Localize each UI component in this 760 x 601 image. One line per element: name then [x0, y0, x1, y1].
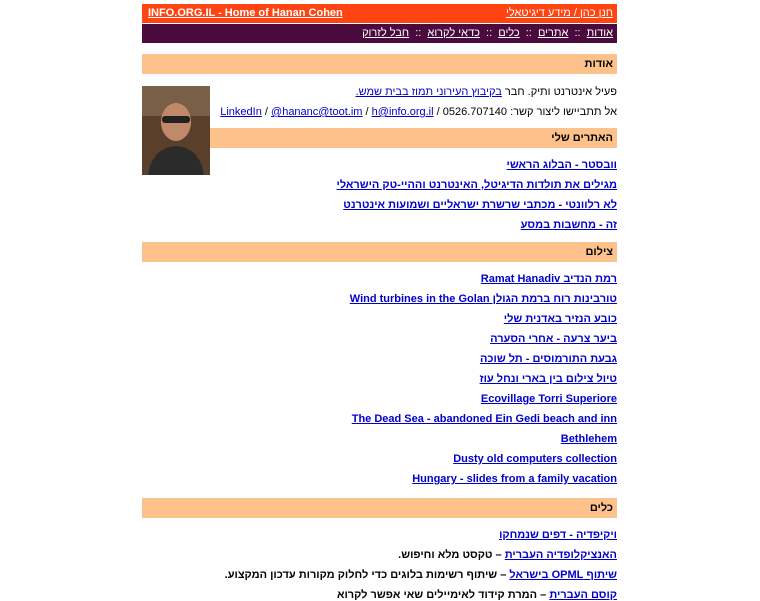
contact-prefix: אל תתביישו ליצור קשר: — [510, 106, 617, 118]
photo-link[interactable]: Bethlehem — [560, 433, 617, 445]
section-about-title: אודות — [584, 58, 613, 70]
site-title-link[interactable]: INFO.ORG.IL - Home of Hanan Cohen — [148, 7, 343, 19]
photo-link[interactable]: רמת הנדיב Ramat Hanadiv — [480, 273, 617, 285]
site-link-journey[interactable]: זה - מחשבות במסע — [520, 219, 617, 231]
slash-separator: / — [436, 106, 440, 118]
list-item — [337, 179, 617, 191]
list-item — [499, 529, 617, 541]
list-item — [481, 273, 617, 285]
section-photography-header — [142, 242, 617, 262]
tammuz-link[interactable]: בקיבוץ העירוני תמוז בבית שמש. — [355, 86, 502, 98]
hebrew-title-link[interactable]: חנן כהן / מידע דיגיטאלי — [506, 7, 613, 19]
about-intro-text: פעיל אינטרנט ותיק. חבר — [504, 86, 617, 98]
nav-item-reading[interactable]: כדאי לקרוא — [427, 27, 480, 39]
tool-link[interactable]: האנציקלופדיה העברית — [504, 549, 617, 561]
list-item — [561, 433, 617, 445]
photo-link[interactable]: The Dead Sea - abandoned Ein Gedi beach and inn — [351, 413, 617, 425]
list-item — [412, 473, 617, 485]
tool-description: – המרת קידוד לאימיילים שאי אפשר לקרוא — [336, 589, 550, 601]
nav-bar — [142, 24, 617, 43]
nav-separator: :: — [415, 27, 422, 39]
list-item — [352, 413, 617, 425]
list-item — [480, 373, 617, 385]
list-item — [521, 219, 617, 231]
nav-item-sites[interactable]: אתרים — [537, 27, 569, 39]
nav-item-misc[interactable]: חבל לזרוק — [362, 27, 410, 39]
list-item — [343, 199, 617, 211]
list-item — [507, 159, 617, 171]
avatar-photo-icon — [142, 86, 210, 175]
contact-line — [220, 106, 617, 118]
about-intro — [356, 86, 617, 98]
list-item — [490, 333, 617, 345]
photo-link[interactable]: ביער צרעה - אחרי הסערה — [490, 333, 617, 345]
email-link[interactable]: h@info.org.il — [371, 106, 434, 118]
list-item — [337, 589, 617, 601]
linkedin-link[interactable]: LinkedIn — [220, 106, 262, 118]
slash-separator: / — [264, 106, 268, 118]
tool-link[interactable]: קוסם העברית — [549, 589, 617, 601]
tool-link[interactable]: ויקיפדיה - דפים שנמחקו — [499, 529, 617, 541]
nav-item-tools[interactable]: כלים — [498, 27, 520, 39]
phone-number: 0526.707140 — [442, 106, 507, 118]
section-about-header — [142, 54, 617, 74]
nav-separator: :: — [486, 27, 493, 39]
photo-link[interactable]: טורבינות רוח ברמת הגולן Wind turbines in the Golan — [349, 293, 617, 305]
avatar — [142, 86, 210, 175]
section-tools-header — [142, 498, 617, 518]
section-my-sites-title: האתרים שלי — [551, 132, 613, 144]
tool-description: – שיתוף רשימות בלוגים כדי לחלוק מקורות עדכון המקצוע. — [224, 569, 510, 581]
list-item — [225, 569, 617, 581]
nav-item-about[interactable]: אודות — [586, 27, 613, 39]
photo-link[interactable]: Ecovillage Torri Superiore — [480, 393, 617, 405]
photo-link[interactable]: Dusty old computers collection — [453, 453, 617, 465]
list-item — [480, 353, 617, 365]
nav-items — [362, 27, 613, 39]
mastodon-link[interactable]: @hananc@toot.im — [271, 106, 363, 118]
list-item — [398, 549, 617, 561]
list-item — [350, 293, 617, 305]
section-photography-title: צילום — [585, 246, 613, 258]
section-tools-title: כלים — [589, 502, 613, 514]
slash-separator: / — [365, 106, 369, 118]
header-bar — [142, 4, 617, 23]
photo-link[interactable]: כובע הנזיר באדנית שלי — [503, 313, 617, 325]
photo-link[interactable]: Hungary - slides from a family vacation — [412, 473, 617, 485]
photo-link[interactable]: גבעת התורמוסים - תל שוכה — [479, 353, 617, 365]
list-item — [504, 313, 617, 325]
list-item — [481, 393, 617, 405]
tool-link[interactable]: שיתוף OPML בישראל — [509, 569, 617, 581]
list-item — [453, 453, 617, 465]
photo-link[interactable]: טיול צילום בין בארי ונחל עוז — [479, 373, 617, 385]
site-link-not-relevant[interactable]: לא רלוונטי - מכתבי שרשרת ישראליים ושמועות אינטרנט — [343, 199, 617, 211]
nav-separator: :: — [574, 27, 581, 39]
section-my-sites-header — [210, 128, 617, 148]
tool-description: – טקסט מלא וחיפוש. — [398, 549, 505, 561]
nav-separator: :: — [525, 27, 532, 39]
site-link-webster[interactable]: וובסטר - הבלוג הראשי — [506, 159, 617, 171]
site-link-history[interactable]: מגילים את תולדות הדיגיטל, האינטרנט וההיי-טק הישראלי — [336, 179, 617, 191]
